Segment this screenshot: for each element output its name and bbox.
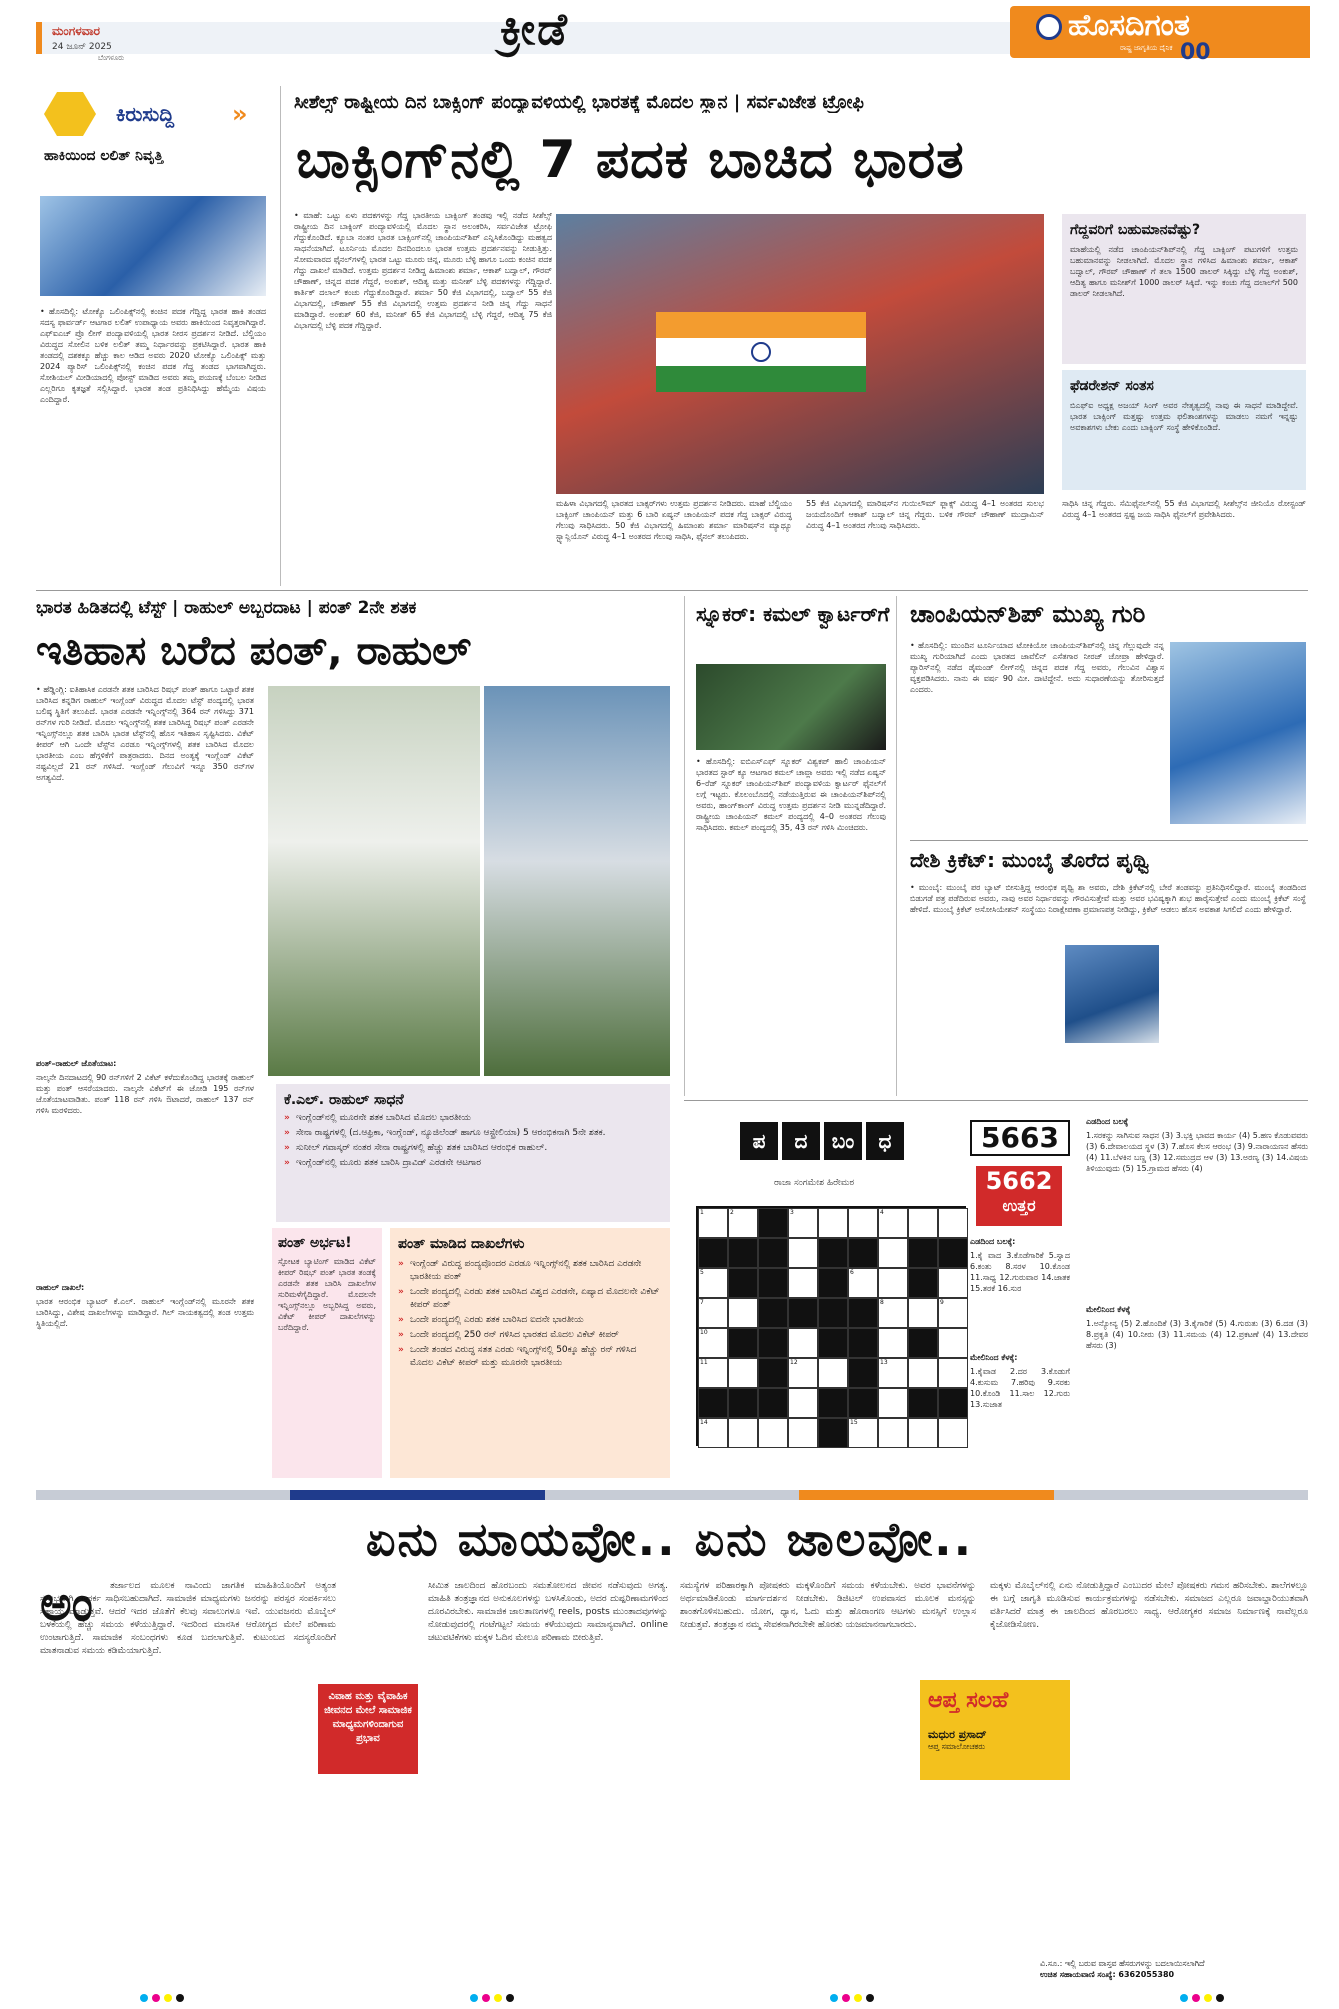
clues-down-title: ಮೇಲಿನಿಂದ ಕೆಳಕ್ಕೆ [1086,1305,1131,1314]
crossword-cell[interactable] [788,1418,818,1448]
crossword-block [758,1238,788,1268]
column-p4-cont [1080,1684,1308,1954]
crossword-block [908,1388,938,1418]
color-strip [36,1490,1308,1500]
crossword-title-letter: ಬಂ [824,1122,862,1160]
crossword-grid [696,1206,966,1446]
championship-headline: ಚಾಂಪಿಯನ್‌ಶಿಪ್ ಮುಖ್ಯ ಗುರಿ [910,600,1146,628]
crossword-cell[interactable] [878,1238,908,1268]
answer-number-box [976,1166,1062,1226]
crossword-title-letter: ಪ [740,1122,778,1160]
section-rule [36,590,1308,591]
paper-tagline: ರಾಷ್ಟ್ರ ಜಾಗೃತಿಯ ದೈನಿಕ [1120,44,1173,52]
prithvi-body: • ಮುಂಬೈ: ಮುಂಬೈ ಪರ ಬ್ಯಾಟ್ ಬೀಸುತ್ತಿದ್ದ ಆರಂಭಿಕ ಪೃಥ್ವಿ ಶಾ ಅವರು, ದೇಶಿ ಕ್ರಿಕೆಟ್‌ನಲ್ಲಿ ಬೇರೆ ತಂಡವನ್ನು ಪ್ರತಿನಿಧಿಸಲಿದ್ದಾರೆ. ಮುಂಬೈ ತಂಡದಿಂದ ಬಿಡುಗಡೆ ಪತ್ರ ಪಡೆದಿರುವ ಅವರು, ನಾವು ಅವರ ನಿರ್ಧಾರವನ್ನು ಗೌರವಿಸುತ್ತೇವೆ ಮತ್ತು ಅವರ ಭವಿಷ್ಯಕ್ಕಾಗಿ ಶುಭ ಹಾರೈಸುತ್ತೇವೆ ಎಂದು ಮುಂಬೈ ಕ್ರಿಕೆಟ್ ಸಂಸ್ಥೆ ಹೇಳಿದೆ. ಮುಂಬೈ ಕ್ರಿಕೆಟ್ ಅಸೋಸಿಯೇಶನ್ ಸಂಸ್ಥೆಯು ನಿರಾಕ್ಷೇಪಣಾ ಪ್ರಮಾಣಪತ್ರ ನೀಡಿದ್ದು, ಕ್ರಿಕೆಟ್ ಆಡಲು ಹೊಸ ಅವಕಾಶ ಸಿಗಲಿದೆ ಎಂದು ಹೇಳಿದ್ದಾರೆ. [910,883,1306,914]
crossword-block [758,1208,788,1238]
crossword-block [818,1268,848,1298]
pant-box-body: ಸ್ಫೋಟಕ ಬ್ಯಾಟಿಂಗ್ ಮಾಡಿದ ವಿಕೆಟ್ ಕೀಪರ್ ರಿಷಭ್ ಪಂತ್ ಭಾರತ ತಂಡಕ್ಕೆ ಎರಡನೇ ಶತಕ ಬಾರಿಸಿ ದಾಖಲೆಗಳ ಸುರಿಮಳೆಗೈದಿದ್ದಾರೆ. ಮೊದಲನೇ ಇನ್ನಿಂಗ್ಸ್‌ನಲ್ಲೂ ಅಬ್ಬರಿಸಿದ್ದ ಅವರು, ವಿಕೆಟ್ ಕೀಪರ್ ದಾಖಲೆಗಳನ್ನು ಬರೆದಿದ್ದಾರೆ. [278,1257,376,1332]
records-title: ಪಂತ್ ಮಾಡಿದ ದಾಖಲೆಗಳು [398,1236,525,1252]
crossword-block [818,1388,848,1418]
pant-records-list [398,1258,662,1370]
rahul-achievements-box [276,1084,670,1222]
page-number: 00 [1180,40,1211,65]
pant-headline: ಇತಿಹಾಸ ಬರೆದ ಪಂತ್, ರಾಹುಲ್ [36,628,472,674]
crossword-cell[interactable] [728,1358,758,1388]
federation-title: ಫೆಡರೇಶನ್ ಸಂತಸ [1070,378,1154,394]
pant-kicker: ಭಾರತ ಹಿಡಿತದಲ್ಲಿ ಟೆಸ್ಟ್ | ರಾಹುಲ್ ಅಬ್ಬರದಾಟ | ಪಂತ್ 2ನೇ ಶತಕ [36,598,417,618]
clues-across: 1.ಸರಕನ್ನು ಸಾಗಿಸುವ ಸಾಧನ (3) 3.ಭಕ್ತಿ ಭಾವದ ಕಾರ್ಯ (4) 5.ಹಣ ಕೊಡುವವರು (3) 6.ದೇವಾಲಯದ ಸ್ಥಳ (3) 7.ಹೊಸ ಕೆಲಸ ಆರಂಭ (3) 9.ನಾರಾಯಣನ ಹೆಸರು (4) 11.ಬೆಳಕಿನ ಬಣ್ಣ (3) 12.ಸಮುದ್ರದ ಆಳ (3) 13.ಅರಣ್ಯ (3) 14.ವಿಷಯ ತಿಳಿಯುವುದು (5) 15.ಗ್ರಾಮದ ಹೆಸರು (4) [1086,1131,1308,1173]
column-footer [1040,1958,1308,1980]
crossword-block [818,1238,848,1268]
crossword-cell[interactable] [908,1298,938,1328]
crossword-block [848,1238,878,1268]
crossword-cell[interactable] [938,1358,968,1388]
answer-across: 1.ಕೈ ವಾದ 3.ಕೊಡೆಗಾರಿಕೆ 5.ಸ್ವಾದ 6.ಕಂತು 8.ಸರಳ 10.ಕೊಂಡ 11.ಸಾಧ್ಯ 12.ಗುರುವಾರ 14.ಜಾತಕ 15.ತರಕೆ 16.ಸುರ [970,1251,1070,1293]
crossword-cell[interactable]: 10 [698,1328,728,1358]
crossword-cell[interactable]: 9 [938,1298,968,1328]
footer-contact: ಉಚಿತ ಸಹಾಯವಾಣಿ ಸಂಖ್ಯೆ: 6362055380 [1040,1970,1175,1979]
crossword-block [848,1328,878,1358]
crossword-block [938,1388,968,1418]
crossword-cell[interactable] [938,1208,968,1238]
crossword-block [758,1388,788,1418]
crossword-cell[interactable] [728,1418,758,1448]
winners-title: ಗೆದ್ದವರಿಗೆ ಬಹುಮಾನವೆಷ್ಟು? [1070,222,1201,238]
issue-date: 24 ಜೂನ್ 2025 [52,42,112,52]
section-rule [684,1100,1308,1101]
rahul-box-title: ಕೆ.ಎಲ್. ರಾಹುಲ್ ಸಾಧನೆ [284,1092,404,1108]
prithvi-photo [1062,942,1162,1046]
crossword-block [848,1358,878,1388]
column-p2: ಸೀಮಿತ ಜಾಲದಿಂದ ಹೊರಬಂದು ಸಮತೋಲನದ ಜೀವನ ನಡೆಸುವುದು ಅಗತ್ಯ. ಮಾಹಿತಿ ತಂತ್ರಜ್ಞಾನದ ಅನುಕೂಲಗಳನ್ನು ಬಳಸಿಕೊಂಡು, ಅದರ ದುಷ್ಪರಿಣಾಮಗಳಿಂದ ದೂರವಿರಬೇಕು. ಸಾಮಾಜಿಕ ಜಾಲತಾಣಗಳಲ್ಲಿ reels, posts ಮುಂತಾದವುಗಳನ್ನು ನೋಡುವುದರಲ್ಲಿ ಗಂಟೆಗಟ್ಟಲೆ ಸಮಯ ಕಳೆಯುವುದು ಸಾಮಾನ್ಯವಾಗಿದೆ. online ಚಟುವಟಿಕೆಗಳು ಮಕ್ಕಳ ಓದಿನ ಮೇಲೂ ಪರಿಣಾಮ ಬೀರುತ್ತಿವೆ. [428,1581,668,1643]
registration-marks [830,1994,874,2002]
crossword-cell[interactable] [788,1328,818,1358]
pullquote-text: ವಿವಾಹ ಮತ್ತು ವೈವಾಹಿಕ ಜೀವನದ ಮೇಲೆ ಸಾಮಾಜಿಕ ಮಾಧ್ಯಮಗಳಿಂದಾಗುವ ಪ್ರಭಾವ [324,1691,412,1744]
chakra-icon [751,342,771,362]
crossword-cell[interactable] [818,1208,848,1238]
crossword-block [698,1388,728,1418]
crossword-cell[interactable]: 13 [878,1358,908,1388]
column-divider [684,596,685,1096]
logo-emblem-icon [1036,14,1062,40]
crossword-cell[interactable]: 15 [848,1418,878,1448]
crossword-cell[interactable]: 5 [698,1268,728,1298]
crossword-cell[interactable] [938,1268,968,1298]
crossword-cell[interactable] [938,1418,968,1448]
crossword-cell[interactable] [878,1268,908,1298]
clues-across-title: ಎಡದಿಂದ ಬಲಕ್ಕೆ [1086,1117,1129,1126]
crossword-cell[interactable] [848,1208,878,1238]
pant-sub2: ರಾಹುಲ್ ದಾಖಲೆ: [36,1283,85,1292]
boxing-col3: 55 ಕೆಜಿ ವಿಭಾಗದಲ್ಲಿ ಮಾರಿಷಸ್‌ನ ಗುಯಿಲೌಮ್ ಫ್ಲಾಕ್ಸ್ ವಿರುದ್ಧ 4–1 ಅಂತರದ ಸುಲಭ ಜಯದೊಂದಿಗೆ ಆಕಾಶ್ ಬದ್ವಾಲ್ ಚಿನ್ನ ಗೆದ್ದರು. ಬಳಿಕ ಗೌರವ್ ಚೌಹಾಣ್ ಮುದ್ರಾಮಿನ್ ವಿರುದ್ಧ 4–1 ಅಂತರದ ಗೆಲುವು ಸಾಧಿಸಿದರು. [806,499,1044,530]
snooker-photo [696,664,886,750]
list-item: » ಒಂದೇ ಪಂದ್ಯದಲ್ಲಿ ಎರಡು ಶತಕ ಬಾರಿಸಿದ ವಿಶ್ವದ ಎರಡನೇ, ಏಷ್ಯಾದ ಮೊದಲನೇ ವಿಕೆಟ್ ಕೀಪರ್ ಪಂತ್ [398,1286,662,1312]
crossword-block [848,1388,878,1418]
prithvi-headline: ದೇಶಿ ಕ್ರಿಕೆಟ್: ಮುಂಬೈ ತೊರೆದ ಪೃಥ್ವಿ [910,848,1150,872]
column-p3: ಸಮಸ್ಯೆಗಳ ಪರಿಹಾರಕ್ಕಾಗಿ ಪೋಷಕರು ಮಕ್ಕಳೊಂದಿಗೆ ಸಮಯ ಕಳೆಯಬೇಕು. ಅವರ ಭಾವನೆಗಳನ್ನು ಅರ್ಥಮಾಡಿಕೊಂಡು ಮಾರ್ಗದರ್ಶನ ನೀಡಬೇಕು. ಡಿಜಿಟಲ್ ಉಪವಾಸದ ಮೂಲಕ ಮನಸ್ಸನ್ನು ಶಾಂತಗೊಳಿಸಬಹುದು. ಯೋಗ, ಧ್ಯಾನ, ಓದು ಮತ್ತು ಹೊರಾಂಗಣ ಆಟಗಳು ಮನಸ್ಸಿಗೆ ಉಲ್ಲಾಸ ನೀಡುತ್ತವೆ. ತಂತ್ರಜ್ಞಾನ ನಮ್ಮ ಸೇವಕನಾಗಿರಬೇಕೇ ಹೊರತು ಯಜಮಾನನಾಗಬಾರದು. [680,1581,976,1630]
crossword-cell[interactable] [908,1418,938,1448]
column-divider [896,596,897,1096]
apta-author-role: ಆಪ್ತ ಸಮಾಲೋಚಕರು [928,1742,986,1751]
federation-box [1062,370,1306,490]
flag-graphic [656,312,866,392]
crossword-block [758,1328,788,1358]
crossword-block [728,1238,758,1268]
crossword-block [758,1298,788,1328]
crossword-block [908,1238,938,1268]
kirusuddi-body: • ಹೊಸದಿಲ್ಲಿ: ಟೋಕ್ಯೊ ಒಲಿಂಪಿಕ್ಸ್‌ನಲ್ಲಿ ಕಂಚಿನ ಪದಕ ಗೆದ್ದಿದ್ದ ಭಾರತ ಹಾಕಿ ತಂಡದ ಸದಸ್ಯ ಫಾರ್ವರ್ಡ್ ಆಟಗಾರ ಲಲಿತ್ ಉಪಾಧ್ಯಾಯ ಅವರು ಹಾಕಿಯಿಂದ ನಿವೃತ್ತರಾಗಿದ್ದಾರೆ. ಎಫ್‌ಐಎಚ್ ಪ್ರೊ ಲೀಗ್ ಪಂದ್ಯಾವಳಿಯಲ್ಲಿ ಭಾರತ ನೀರಸ ಪ್ರದರ್ಶನ ನೀಡಿದೆ. ಬೆಲ್ಜಿಯಂ ವಿರುದ್ಧದ ಸೋಲಿನ ಬಳಿಕ ಲಲಿತ್ ತಮ್ಮ ನಿರ್ಧಾರವನ್ನು ಪ್ರಕಟಿಸಿದ್ದಾರೆ. ಭಾರತ ಹಾಕಿ ತಂಡದಲ್ಲಿ ದಶಕಕ್ಕೂ ಹೆಚ್ಚು ಕಾಲ ಆಡಿದ ಅವರು 2020 ಟೋಕ್ಯೊ ಒಲಿಂಪಿಕ್ಸ್ ಮತ್ತು 2024 ಪ್ಯಾರಿಸ್ ಒಲಿಂಪಿಕ್ಸ್‌ನಲ್ಲಿ ಕಂಚಿನ ಪದಕ ಗೆದ್ದ ತಂಡದ ಭಾಗವಾಗಿದ್ದರು. ಸೋಶಿಯಲ್ ಮೀಡಿಯಾದಲ್ಲಿ ಪೋಸ್ಟ್ ಮಾಡಿದ ಅವರು ತಮ್ಮ ಪಯಣಕ್ಕೆ ಬೆಂಬಲ ನೀಡಿದ ಎಲ್ಲರಿಗೂ ಕೃತಜ್ಞತೆ ಸಲ್ಲಿಸಿದ್ದಾರೆ. ಭಾರತ ತಂಡ ಪ್ರತಿನಿಧಿಸಿದ್ದು ಹೆಮ್ಮೆಯ ವಿಷಯ ಎಂದಿದ್ದಾರೆ. [40,307,266,404]
snooker-headline: ಸ್ನೂಕರ್: ಕಮಲ್ ಕ್ವಾರ್ಟರ್‌ಗೆ [696,602,890,626]
crossword-cell[interactable]: 6 [848,1268,878,1298]
section-rule [910,840,1308,841]
pant-box-title: ಪಂತ್ ಅರ್ಭಟ! [278,1235,352,1251]
apta-author: ಮಧುರ ಪ್ರಸಾದ್ [928,1728,987,1741]
crossword-cell[interactable]: 14 [698,1418,728,1448]
kirusuddi-label: ಕಿರುಸುದ್ದಿ [116,102,175,126]
crossword-block [818,1328,848,1358]
kirusuddi-panel [36,86,274,586]
list-item: » ಒಂದೇ ತಂಡದ ವಿರುದ್ಧ ಸತತ ಎರಡು ಇನ್ನಿಂಗ್ಸ್‌ನಲ್ಲಿ 50ಕ್ಕೂ ಹೆಚ್ಚು ರನ್ ಗಳಿಸಿದ ಮೊದಲ ವಿಕೆಟ್ ಕೀಪರ್ ಮತ್ತು ಮೂರನೇ ಭಾರತೀಯ [398,1344,662,1370]
crossword-block [938,1238,968,1268]
boxing-col1: • ಮಾಹೆ: ಒಟ್ಟು ಏಳು ಪದಕಗಳನ್ನು ಗೆದ್ದ ಭಾರತೀಯ ಬಾಕ್ಸಿಂಗ್ ತಂಡವು ಇಲ್ಲಿ ನಡೆದ ಸೀಶೆಲ್ಸ್ ರಾಷ್ಟ್ರೀಯ ದಿನ ಬಾಕ್ಸಿಂಗ್ ಪಂದ್ಯಾವಳಿಯಲ್ಲಿ ಮೊದಲ ಸ್ಥಾನ ಅಲಂಕರಿಸಿ, ಸರ್ವವಿಜೇತ ಟ್ರೋಫಿ ಗೆದ್ದುಕೊಂಡಿದೆ. ಕ್ಯೂಬಾ ನಂತರ ಭಾರತ ಬಾಕ್ಸಿಂಗ್‌ನಲ್ಲಿ ಚಾಂಪಿಯನ್‌ಶಿಪ್ ಎನ್ನಿಸಿಕೊಂಡಿದ್ದು ಮಹತ್ವದ ಸಾಧನೆಯಾಗಿದೆ. ಟೂರ್ನಿಯ ಮೊದಲ ದಿನದಿಂದಲೂ ಭಾರತ ಉತ್ತಮ ಪ್ರದರ್ಶನವನ್ನು ನೀಡುತ್ತಿತ್ತು. ಸೋಮವಾರದ ಫೈನಲ್‌ಗಳಲ್ಲಿ ಭಾರತ ಒಟ್ಟು ಮೂರು ಚಿನ್ನ, ಮೂರು ಬೆಳ್ಳಿ ಹಾಗೂ ಒಂದು ಕಂಚಿನ ಪದಕ ಗೆದ್ದು ದಾಖಲೆ ಮಾಡಿದೆ. ಉತ್ತಮ ಪ್ರದರ್ಶನ ನೀಡಿದ್ದ ಹಿಮಾಂಶು ಶರ್ಮಾ, ಆಕಾಶ್ ಬದ್ವಾಲ್, ಗೌರವ್ ಚೌಹಾಣ್, ಚಿನ್ನದ ಪದಕ ಗೆದ್ದರೆ, ಅಂಕುಶ್, ಆದಿತ್ಯ ಮತ್ತು ಮನೀಶ್ ಬೆಳ್ಳಿ ಪದಕಗಳನ್ನು ಗೆದ್ದಿದ್ದಾರೆ. ಕಾರ್ತಿಕ್ ದಲಾಲ್ ಕಂಚು ಗೆದ್ದುಕೊಂಡಿದ್ದಾರೆ. ಶರ್ಮಾ 50 ಕೆಜಿ ವಿಭಾಗದಲ್ಲಿ, ಬದ್ವಾಲ್ 55 ಕೆಜಿ ವಿಭಾಗದಲ್ಲಿ, ಚೌಹಾಣ್ 55 ಕೆಜಿ ವಿಭಾಗದಲ್ಲಿ ಉತ್ತಮ ಪ್ರದರ್ಶನ ನೀಡಿ ಚಿನ್ನ ಗೆದ್ದು ಸಾಧನೆ ಮಾಡಿದ್ದಾರೆ. ಅಂಕುಶ್ 60 ಕೆಜಿ, ಮನೀಶ್ 65 ಕೆಜಿ ವಿಭಾಗದಲ್ಲಿ ಬೆಳ್ಳಿ ಗೆದ್ದರೆ, ಆದಿತ್ಯ 75 ಕೆಜಿ ವಿಭಾಗದಲ್ಲಿ ಬೆಳ್ಳಿ ಪದಕ ಗೆದ್ದಿದ್ದಾರೆ. [294,211,552,330]
crossword-cell[interactable] [788,1388,818,1418]
answer-number: 5662 [985,1167,1053,1195]
crossword-block [818,1298,848,1328]
list-item: » ಇಂಗ್ಲೆಂಡ್‌ನಲ್ಲಿ ಮೂರನೇ ಶತಕ ಬಾರಿಸಿದ ಮೊದಲ ಭಾರತೀಯ [284,1112,662,1125]
crossword-block [698,1238,728,1268]
crossword-block [788,1298,818,1328]
crossword-cell[interactable] [818,1358,848,1388]
kirusuddi-headline: ಹಾಕಿಯಿಂದ ಲಲಿತ್ ನಿವೃತ್ತಿ [44,148,164,164]
crossword-block [818,1418,848,1448]
clues-down: 1.ಅನ್ಯೋನ್ಯ (5) 2.ಹೊಂದಿಕೆ (3) 3.ಕೈಗಾರಿಕೆ (5) 4.ಗುರುತು (3) 6.ದಡ (3) 8.ಪ್ರಕೃತಿ (4) 10.ನೀರು (3) 11.ಸಮಯ (4) 12.ಪ್ರಕಟಣೆ (4) 13.ದೇವರ ಹೆಸರು (3) [1086,1319,1308,1350]
column-headline: ಏನು ಮಾಯವೋ.. ಏನು ಜಾಲವೋ.. [365,1512,974,1566]
crossword-title [740,1122,904,1160]
neeraj-photo [1170,642,1306,824]
crossword-cell[interactable] [908,1208,938,1238]
answer-label: ಉತ್ತರ [1002,1196,1036,1215]
crossword-author: ರಾಜಾ ಸಂಗಮೇಶ ಹಿರೇಮಠ [774,1178,855,1188]
footer-note: ವಿ.ಸೂ.: ಇಲ್ಲಿ ಬರುವ ವಾಸ್ತವ ಹೆಸರುಗಳನ್ನು ಬದಲಾಯಿಸಲಾಗಿದೆ [1040,1959,1205,1968]
registration-marks [1180,1994,1224,2002]
championship-body: • ಹೊಸದಿಲ್ಲಿ: ಮುಂದಿನ ಟೂರ್ನಿಯಾದ ಟೋಕಿಯೋ ಚಾಂಪಿಯನ್‌ಶಿಪ್‌ನಲ್ಲಿ ಚಿನ್ನ ಗೆಲ್ಲುವುದೇ ನನ್ನ ಮುಖ್ಯ ಗುರಿಯಾಗಿದೆ ಎಂದು ಭಾರತದ ಜಾವೆಲಿನ್ ಎಸೆತಗಾರ ನೀರಜ್ ಚೋಪ್ರಾ ಹೇಳಿದ್ದಾರೆ. ಪ್ಯಾರಿಸ್‌ನಲ್ಲಿ ನಡೆದ ಡೈಮಂಡ್ ಲೀಗ್‌ನಲ್ಲಿ ಚಿನ್ನದ ಪದಕ ಗೆದ್ದ ಅವರು, ಗೆಲುವಿನ ವಿಶ್ವಾಸ ವ್ಯಕ್ತಪಡಿಸಿದರು. ನಾನು ಈ ವರ್ಷ 90 ಮೀ. ದಾಟಿದ್ದೇನೆ. ಅದು ಸುಧಾರಣೆಯನ್ನು ತೋರಿಸುತ್ತದೆ ಎಂದರು. [910,641,1164,694]
hockey-player-photo [40,196,266,296]
crossword-cell[interactable] [788,1238,818,1268]
issue-city: ಬೆಂಗಳೂರು [98,54,125,62]
list-item: » ಇಂಗ್ಲೆಂಡ್ ವಿರುದ್ಧ ಪಂದ್ಯವೊಂದರ ಎರಡೂ ಇನ್ನಿಂಗ್ಸ್‌ನಲ್ಲಿ ಶತಕ ಬಾರಿಸಿದ ಎರಡನೇ ಭಾರತೀಯ ಪಂತ್ [398,1258,662,1284]
boxing-col2: ಮಹಿಳಾ ವಿಭಾಗದಲ್ಲಿ ಭಾರತದ ಬಾಕ್ಸರ್‌ಗಳು ಉತ್ತಮ ಪ್ರದರ್ಶನ ನೀಡಿದರು. ಮಾಹೆ ಬೆಲ್ಜಿಯಂ ಬಾಕ್ಸಿಂಗ್ ಚಾಂಪಿಯನ್ ಮತ್ತು 6 ಬಾರಿ ಏಷ್ಯನ್ ಚಾಂಪಿಯನ್ ಪದಕ ಗೆದ್ದ ಬಾಕ್ಸರ್ ವಿರುದ್ಧ ಗೆಲುವು ಸಾಧಿಸಿದರು. 50 ಕೆಜಿ ವಿಭಾಗದಲ್ಲಿ ಹಿಮಾಂಶು ಶರ್ಮಾ ಮಾರಿಷಸ್‌ನ ಮ್ಯಾಥ್ಯೂ ಸ್ಟ್ಯಾನ್ಲಿಯೊನ್ ವಿರುದ್ಧ 4–1 ಅಂತರದ ಗೆಲುವು ಸಾಧಿಸಿ, ಫೈನಲ್ ತಲುಪಿದರು. [556,499,792,541]
rahul-achievements-list [284,1112,662,1170]
paper-name: ಹೊಸದಿಗಂತ [1068,8,1190,43]
crossword-title-letter: ದ [782,1122,820,1160]
crossword-cell[interactable]: 4 [878,1208,908,1238]
crossword-block [848,1298,878,1328]
crossword-cell[interactable] [878,1418,908,1448]
pant-body: • ಹೆಡ್ಡಿಂಗ್ಲಿ: ಐತಿಹಾಸಿಕ ಎರಡನೇ ಶತಕ ಬಾರಿಸಿದ ರಿಷಭ್ ಪಂತ್ ಹಾಗೂ ಒಟ್ಟಾರೆ ಶತಕ ಬಾರಿಸಿದ ಕನ್ನಡಿಗ ರಾಹುಲ್ ಇಂಗ್ಲೆಂಡ್ ವಿರುದ್ಧದ ಮೊದಲ ಟೆಸ್ಟ್ ಪಂದ್ಯದಲ್ಲಿ ಭಾರತ ಬಲಿಷ್ಠ ಸ್ಥಿತಿಗೆ ತಲುಪಿದೆ. ಭಾರತ ಎರಡನೇ ಇನ್ನಿಂಗ್ಸ್‌ನಲ್ಲಿ 364 ರನ್ ಗಳಿಸಿದ್ದು 371 ರನ್‌ಗಳ ಗುರಿ ನೀಡಿದೆ. ಮೊದಲ ಇನ್ನಿಂಗ್ಸ್‌ನಲ್ಲಿ ಶತಕ ಬಾರಿಸಿದ್ದ ರಿಷಭ್ ಪಂತ್ ಎರಡನೇ ಇನ್ನಿಂಗ್ಸ್‌ನಲ್ಲೂ ಶತಕ ಬಾರಿಸಿ ಭಾರತ ಟೆಸ್ಟ್‌ನಲ್ಲಿ ಹೊಸ ಇತಿಹಾಸ ಸೃಷ್ಟಿಸಿದರು. ವಿಕೆಟ್ ಕೀಪರ್ ಆಗಿ ಒಂದೇ ಟೆಸ್ಟ್‌ನ ಎರಡೂ ಇನ್ನಿಂಗ್ಸ್‌ಗಳಲ್ಲಿ ಶತಕ ಬಾರಿಸಿದ ಮೊದಲ ಭಾರತೀಯ ಎಂಬ ಹೆಗ್ಗಳಿಕೆಗೆ ಪಾತ್ರರಾದರು. ದಿನದ ಅಂತ್ಯಕ್ಕೆ ಇಂಗ್ಲೆಂಡ್ ವಿಕೆಟ್ ನಷ್ಟವಿಲ್ಲದೆ 21 ರನ್ ಗಳಿಸಿದೆ. ಇಂಗ್ಲೆಂಡ್ ಗೆಲುವಿಗೆ ಇನ್ನೂ 350 ರನ್‌ಗಳ ಅಗತ್ಯವಿದೆ. [36,685,254,782]
crossword-cell[interactable]: 1 [698,1208,728,1238]
crossword-block [758,1358,788,1388]
crossword-cell[interactable] [788,1268,818,1298]
list-item: » ಒಂದೇ ಪಂದ್ಯದಲ್ಲಿ 250 ರನ್ ಗಳಿಸಿದ ಭಾರತದ ಮೊದಲ ವಿಕೆಟ್ ಕೀಪರ್ [398,1329,662,1342]
masthead [0,0,1339,65]
answer-down-title: ಮೇಲಿನಿಂದ ಕೆಳಕ್ಕೆ: [970,1353,1018,1362]
boxing-col4: ಸಾಧಿಸಿ ಚಿನ್ನ ಗೆದ್ದರು. ಸೆಮಿಫೈನಲ್‌ನಲ್ಲಿ 55 ಕೆಜಿ ವಿಭಾಗದಲ್ಲಿ ಸೀಶೆಲ್ಸ್‌ನ ಜೀನಿಯೊ ರೋಸ್ಟಂಡ್ ವಿರುದ್ಧ 4–1 ಅಂತರದ ಸ್ಪಷ್ಟ ಜಯ ಸಾಧಿಸಿ ಫೈನಲ್‌ಗೆ ಪ್ರವೇಶಿಸಿದರು. [1062,499,1306,519]
rahul-photo [268,686,480,1076]
crossword-cell[interactable] [758,1418,788,1448]
crossword-block [728,1268,758,1298]
puzzle-number: 5663 [970,1120,1070,1156]
winners-box [1062,214,1306,364]
column-p4: ಮಕ್ಕಳು ಮೊಬೈಲ್‌ನಲ್ಲಿ ಏನು ನೋಡುತ್ತಿದ್ದಾರೆ ಎಂಬುದರ ಮೇಲೆ ಪೋಷಕರು ಗಮನ ಹರಿಸಬೇಕು. ಶಾಲೆಗಳಲ್ಲೂ ಈ ಬಗ್ಗೆ ಜಾಗೃತಿ ಮೂಡಿಸುವ ಕಾರ್ಯಕ್ರಮಗಳನ್ನು ನಡೆಸಬೇಕು. ಸಮಾಜದ ಎಲ್ಲರೂ ಜವಾಬ್ದಾರಿಯುತವಾಗಿ ವರ್ತಿಸಿದರೆ ಮಾತ್ರ ಈ ಜಾಲದಿಂದ ಹೊರಬರಲು ಸಾಧ್ಯ. ಆರೋಗ್ಯಕರ ಸಮಾಜ ನಿರ್ಮಾಣಕ್ಕೆ ನಾವೆಲ್ಲರೂ ಕೈಜೋಡಿಸೋಣ. [990,1581,1308,1630]
crossword-cell[interactable]: 2 [728,1208,758,1238]
pant-records-box [390,1228,670,1478]
answer-down: 1.ಕೈವಾಡ 2.ದರ 3.ಕೊಡುಗೆ 4.ಕುಸುಮ 7.ಹರಿವು 9.ಸರಕು 10.ಕೊಂಡಿ 11.ಸಾಲ 12.ಗುರು 13.ಸುಜಾತ [970,1367,1070,1409]
boxing-kicker: ಸೀಶೆಲ್ಸ್ ರಾಷ್ಟ್ರೀಯ ದಿನ ಬಾಕ್ಸಿಂಗ್ ಪಂದ್ಯಾವಳಿಯಲ್ಲಿ ಭಾರತಕ್ಕೆ ಮೊದಲ ಸ್ಥಾನ | ಸರ್ವವಿಜೇತ ಟ್ರೋಫಿ [294,92,864,113]
crossword-cell[interactable]: 3 [788,1208,818,1238]
answer-across-title: ಎಡದಿಂದ ಬಲಕ್ಕೆ: [970,1237,1016,1246]
crossword-block [908,1268,938,1298]
crossword-cell[interactable] [728,1298,758,1328]
column-p1: ತರ್ಜಾಲದ ಮೂಲಕ ನಾವಿಂದು ಜಾಗತಿಕ ಮಾಹಿತಿಯೊಂದಿಗೆ ಅತ್ಯಂತ ಸುಲಭವಾಗಿ ಸಂಪರ್ಕ ಸಾಧಿಸಬಹುದಾಗಿದೆ. ಸಾಮಾಜಿಕ ಮಾಧ್ಯಮಗಳು ಜನರನ್ನು ಪರಸ್ಪರ ಸಂಪರ್ಕಿಸಲು ಸಹಾಯ ಮಾಡುತ್ತವೆ. ಆದರೆ ಇದರ ಜೊತೆಗೆ ಕೆಲವು ಸವಾಲುಗಳೂ ಇವೆ. ಯುವಜನರು ಮೊಬೈಲ್ ಬಳಕೆಯಲ್ಲಿ ಹೆಚ್ಚು ಸಮಯ ಕಳೆಯುತ್ತಿದ್ದಾರೆ. ಇದರಿಂದ ಮಾನಸಿಕ ಆರೋಗ್ಯದ ಮೇಲೆ ಪರಿಣಾಮ ಉಂಟಾಗುತ್ತಿದೆ. ಸಾಮಾಜಿಕ ಸಂಬಂಧಗಳು ಕೂಡ ಬದಲಾಗುತ್ತಿವೆ. ಕುಟುಂಬದ ಸದಸ್ಯರೊಂದಿಗೆ ಮಾತನಾಡುವ ಸಮಯ ಕಡಿಮೆಯಾಗುತ್ತಿದೆ. [40,1581,336,1656]
list-item: » ಸುನೀಲ್ ಗವಾಸ್ಕರ್ ನಂತರ ಸೇನಾ ರಾಷ್ಟ್ರಗಳಲ್ಲಿ ಹೆಚ್ಚು ಶತಕ ಬಾರಿಸಿದ ಆರಂಭಿಕ ರಾಹುಲ್. [284,1142,662,1155]
crossword-cell[interactable] [878,1328,908,1358]
crossword-cell[interactable]: 12 [788,1358,818,1388]
crossword-cell[interactable] [908,1358,938,1388]
pant-body2: ನಾಲ್ಕನೇ ದಿನದಾಟದಲ್ಲಿ 90 ರನ್‌ಗಳಿಗೆ 2 ವಿಕೆಟ್ ಕಳೆದುಕೊಂಡಿದ್ದ ಭಾರತಕ್ಕೆ ರಾಹುಲ್ ಮತ್ತು ಪಂತ್ ಆಸರೆಯಾದರು. ನಾಲ್ಕನೇ ವಿಕೆಟ್‌ಗೆ ಈ ಜೋಡಿ 195 ರನ್‌ಗಳ ಜೊತೆಯಾಟವಾಡಿತು. ಪಂತ್ 118 ರನ್ ಗಳಿಸಿ ಔಟಾದರೆ, ರಾಹುಲ್ 137 ರನ್ ಗಳಿಸಿ ಮರಳಿದರು. [36,1073,254,1115]
registration-marks [470,1994,514,2002]
pant-body3: ಭಾರತ ಆರಂಭಿಕ ಬ್ಯಾಟರ್ ಕೆ.ಎಲ್. ರಾಹುಲ್ ಇಂಗ್ಲೆಂಡ್‌ನಲ್ಲಿ ಮೂರನೇ ಶತಕ ಬಾರಿಸಿದ್ದು, ವಿಶೇಷ ದಾಖಲೆಗಳನ್ನು ಮಾಡಿದ್ದಾರೆ. ಗಿಲ್ ನಾಯಕತ್ವದಲ್ಲಿ ತಂಡ ಉತ್ತಮ ಸ್ಥಿತಿಯಲ್ಲಿದೆ. [36,1297,254,1328]
section-title: ಕ್ರೀಡೆ [500,4,569,55]
crossword-block [728,1388,758,1418]
crossword-cell[interactable]: 11 [698,1358,728,1388]
crossword-block [728,1328,758,1358]
crossword-block [758,1268,788,1298]
issue-day: ಮಂಗಳವಾರ [52,24,101,38]
list-item: » ಒಂದೇ ಪಂದ್ಯದಲ್ಲಿ ಎರಡು ಶತಕ ಬಾರಿಸಿದ ಐದನೇ ಭಾರತೀಯ [398,1314,662,1327]
hand-icon [44,92,96,136]
federation-body: ಬಿಎಫ್‌ಐ ಅಧ್ಯಕ್ಷ ಅಜಯ್ ಸಿಂಗ್ ಅವರ ನೇತೃತ್ವದಲ್ಲಿ ನಾವು ಈ ಸಾಧನೆ ಮಾಡಿದ್ದೇವೆ. ಭಾರತ ಬಾಕ್ಸಿಂಗ್ ಮತ್ತಷ್ಟು ಉತ್ತಮ ಫಲಿತಾಂಶಗಳನ್ನು ಮಾಡಲು ನಮಗೆ ಇನ್ನಷ್ಟು ಅವಕಾಶಗಳು ಬೇಕು ಎಂದು ಬಾಕ್ಸಿಂಗ್ ಸಂಸ್ಥೆ ಹೇಳಿಕೊಂಡಿದೆ. [1070,401,1298,432]
pant-aarbhata-box [272,1228,382,1478]
dropcap: ಅಂ [40,1576,93,1632]
boxing-headline: ಬಾಕ್ಸಿಂಗ್‌ನಲ್ಲಿ 7 ಪದಕ ಬಾಚಿದ ಭಾರತ [296,130,965,190]
crossword-block [908,1328,938,1358]
registration-marks [140,1994,184,2002]
pant-photo [484,686,670,1076]
crossword-cell[interactable]: 8 [878,1298,908,1328]
apta-label: ಆಪ್ತ ಸಲಹೆ [928,1688,1009,1713]
date-accent-bar [36,22,42,54]
chevron-right-icon: » [232,100,248,128]
crossword-cell[interactable] [878,1388,908,1418]
crossword-title-letter: ಧ [866,1122,904,1160]
list-item: » ಸೇನಾ ರಾಷ್ಟ್ರಗಳಲ್ಲಿ (ದ.ಆಫ್ರಿಕಾ, ಇಂಗ್ಲೆಂಡ್, ನ್ಯೂಜಿಲೆಂಡ್ ಹಾಗೂ ಆಸ್ಟ್ರೇಲಿಯಾ) 5 ಆರಂಭಿಕನಾಗಿ 5ನೇ ಶತಕ. [284,1127,662,1140]
list-item: » ಇಂಗ್ಲೆಂಡ್‌ನಲ್ಲಿ ಮೂರು ಶತಕ ಬಾರಿಸಿ ದ್ರಾವಿಡ್ ಎರಡನೇ ಆಟಗಾರ [284,1157,662,1170]
crossword-cell[interactable]: 7 [698,1298,728,1328]
column-divider [280,86,281,586]
snooker-body: • ಹೊಸದಿಲ್ಲಿ: ಐಬಿಎಸ್‌ಎಫ್ ಸ್ನೂಕರ್ ವಿಶ್ವಕಪ್ ಹಾಲಿ ಚಾಂಪಿಯನ್ ಭಾರತದ ಸ್ಟಾರ್ ಕ್ಯೂ ಆಟಗಾರ ಕಮಲ್ ಚಾವ್ಲಾ ಅವರು ಇಲ್ಲಿ ನಡೆದ ಏಷ್ಯನ್ 6–ರೆಡ್ ಸ್ನೂಕರ್ ಚಾಂಪಿಯನ್‌ಶಿಪ್ ಪಂದ್ಯಾವಳಿಯ ಕ್ವಾರ್ಟರ್ ಫೈನಲ್‌ಗೆ ಲಗ್ಗೆ ಇಟ್ಟರು. ಕೊಲಂಬೊದಲ್ಲಿ ನಡೆಯುತ್ತಿರುವ ಈ ಚಾಂಪಿಯನ್‌ಶಿಪ್‌ನಲ್ಲಿ ಅವರು, ಹಾಂಗ್‌ಕಾಂಗ್ ವಿರುದ್ಧ ಉತ್ತಮ ಪ್ರದರ್ಶನ ನೀಡಿ ಮುನ್ನಡೆದಿದ್ದಾರೆ. ರಾಷ್ಟ್ರೀಯ ಚಾಂಪಿಯನ್ ಕಮಲ್ ಪಂದ್ಯದಲ್ಲಿ 4–0 ಅಂತರದ ಗೆಲುವು ಸಾಧಿಸಿದರು. ಕಮಲ್ ಪಂದ್ಯದಲ್ಲಿ 35, 43 ರನ್ ಗಳಿಸಿ ಮಿಂಚಿದರು. [696,757,886,832]
pant-sub1: ಪಂತ್–ರಾಹುಲ್ ಜೊತೆಯಾಟ: [36,1059,117,1068]
winners-body: ಮಾಹೆಯಲ್ಲಿ ನಡೆದ ಚಾಂಪಿಯನ್‌ಶಿಪ್‌ನಲ್ಲಿ ಗೆದ್ದ ಬಾಕ್ಸಿಂಗ್ ಪಟುಗಳಿಗೆ ಉತ್ತಮ ಬಹುಮಾನವನ್ನು ನೀಡಲಾಗಿದೆ. ಮೊದಲ ಸ್ಥಾನ ಗಳಿಸಿದ ಹಿಮಾಂಶು ಶರ್ಮಾ, ಆಕಾಶ್ ಬದ್ವಾಲ್, ಗೌರವ್ ಚೌಹಾಣ್ ಗೆ ತಲಾ 1500 ಡಾಲರ್ ಸಿಕ್ಕಿದ್ದು ಬೆಳ್ಳಿ ಗೆದ್ದ ಅಂಕುಶ್, ಆದಿತ್ಯ ಹಾಗೂ ಮನೀಶ್‌ಗೆ 1000 ಡಾಲರ್ ಸಿಕ್ಕಿದೆ. ಇನ್ನು ಕಂಚು ಗೆದ್ದ ದಲಾಲ್‌ಗೆ 500 ಡಾಲರ್ ನೀಡಲಾಗಿದೆ. [1070,245,1298,298]
crossword-cell[interactable] [938,1328,968,1358]
apta-salahe-badge [920,1680,1070,1780]
